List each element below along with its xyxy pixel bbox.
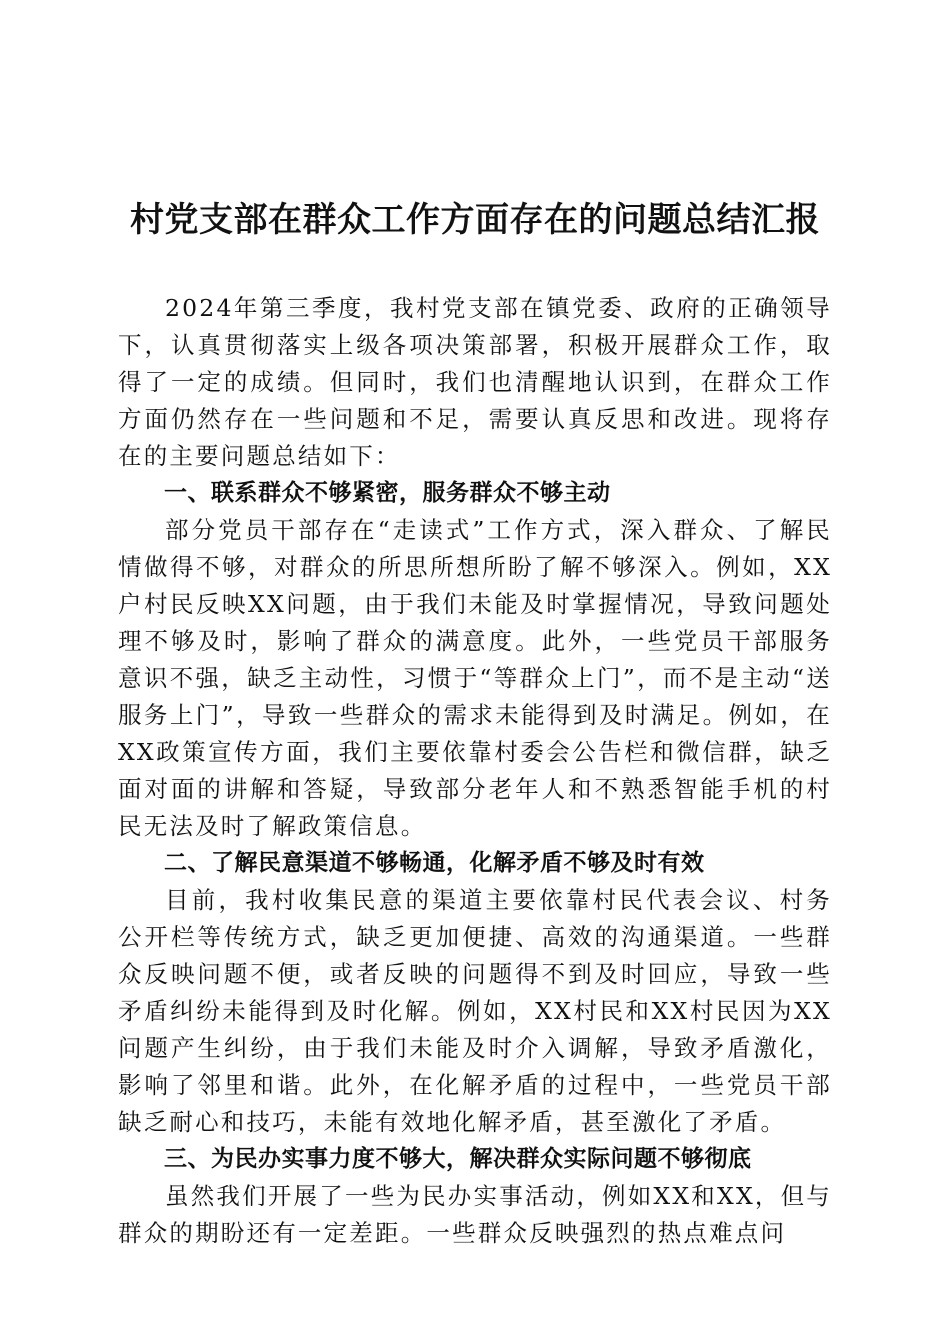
section-paragraph-2: 目前，我村收集民意的渠道主要依靠村民代表会议、村务公开栏等传统方式，缺乏更加便捷、高效的沟通渠道。一些群众反映问题不便，或者反映的问题得不到及时回应，导致一些矛盾纠纷未能得到及时化解。例如，XX村民和XX村民因为XX问题产生纠纷，由于我们未能及时介入调解，导致矛盾激化，影响了邻里和谐。此外，在化解矛盾的过程中，一些党员干部缺乏耐心和技巧，未能有效地化解矛盾，甚至激化了矛盾。 — [118, 886, 832, 1136]
section-heading-1: 一、联系群众不够紧密，服务群众不够主动 — [164, 480, 611, 506]
intro-paragraph: 2024年第三季度，我村党支部在镇党委、政府的正确领导下，认真贯彻落实上级各项决策部署，积极开展群众工作，取得了一定的成绩。但同时，我们也清醒地认识到，在群众工作方面仍然存在一些问题和不足，需要认真反思和改进。现将存在的主要问题总结如下： — [118, 294, 832, 470]
section-paragraph-1: 部分党员干部存在“走读式”工作方式，深入群众、了解民情做得不够，对群众的所思所想所盼了解不够深入。例如，XX户村民反映XX问题，由于我们未能及时掌握情况，导致问题处理不够及时，影响了群众的满意度。此外，一些党员干部服务意识不强，缺乏主动性，习惯于“等群众上门”，而不是主动“送服务上门”，导致一些群众的需求未能得到及时满足。例如，在XX政策宣传方面，我们主要依靠村委会公告栏和微信群，缺乏面对面的讲解和答疑，导致部分老年人和不熟悉智能手机的村民无法及时了解政策信息。 — [118, 516, 832, 840]
document-body — [118, 290, 832, 1252]
section-heading-3: 三、为民办实事力度不够大，解决群众实际问题不够彻底 — [164, 1146, 752, 1172]
document-title: 村党支部在群众工作方面存在的问题总结汇报 — [130, 200, 820, 240]
section-heading-2: 二、了解民意渠道不够畅通，化解矛盾不够及时有效 — [164, 850, 705, 876]
section-paragraph-3: 虽然我们开展了一些为民办实事活动，例如XX和XX，但与群众的期盼还有一定差距。一些群众反映强烈的热点难点问 — [118, 1182, 832, 1247]
